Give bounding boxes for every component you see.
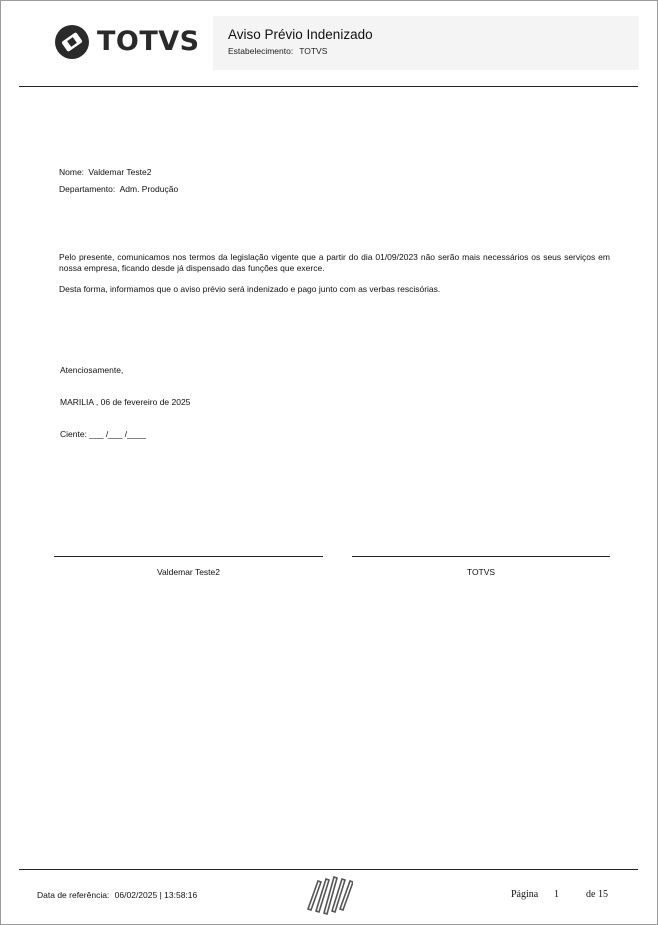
employee-department [59, 184, 178, 194]
body-paragraph-2: Desta forma, informamos que o aviso prévio será indenizado e pago junto com as verbas rescisórias. [59, 284, 441, 294]
reference-value: 06/02/2025 | 13:58:16 [114, 890, 198, 900]
signature-name-company: TOTVS [466, 567, 496, 577]
place-date: MARILIA , 06 de fevereiro de 2025 [60, 397, 191, 407]
establishment-label: Estabelecimento: [228, 46, 294, 56]
logo-text: TOTVS [97, 26, 200, 57]
signature-name-employee: Valdemar Teste2 [157, 567, 220, 577]
employee-name [59, 167, 151, 177]
body-paragraph-1: Pelo presente, comunicamos nos termos da legislação vigente que a partir do dia 01/09/2023 não serão mais necessários os seus serviços em nossa empresa, ficando desde já dispensado das funções que exerce. [59, 252, 610, 273]
totvs-logo [55, 25, 200, 59]
header-rule [19, 86, 638, 87]
department-value: Adm. Produção [119, 184, 179, 194]
reference-date [37, 890, 197, 900]
signature-line-company [352, 556, 610, 557]
reference-label: Data de referência: [37, 890, 110, 900]
totvs-watermark-icon [305, 873, 353, 917]
establishment-value: TOTVS [299, 46, 328, 56]
department-label: Departamento: [59, 184, 116, 194]
signature-line-employee [54, 556, 323, 557]
totvs-logo-icon [55, 25, 89, 59]
header-box [213, 16, 639, 70]
document-title: Aviso Prévio Indenizado [228, 27, 373, 42]
page-number: 1 [554, 889, 559, 900]
footer-rule [19, 869, 638, 870]
establishment [228, 46, 327, 56]
page-label: Página [511, 889, 539, 900]
closing-text: Atenciosamente, [60, 365, 124, 375]
page-total: de 15 [586, 889, 608, 900]
name-label: Nome: [59, 167, 85, 177]
acknowledge-field: Ciente: ___ /___ /____ [60, 429, 147, 439]
name-value: Valdemar Teste2 [88, 167, 152, 177]
